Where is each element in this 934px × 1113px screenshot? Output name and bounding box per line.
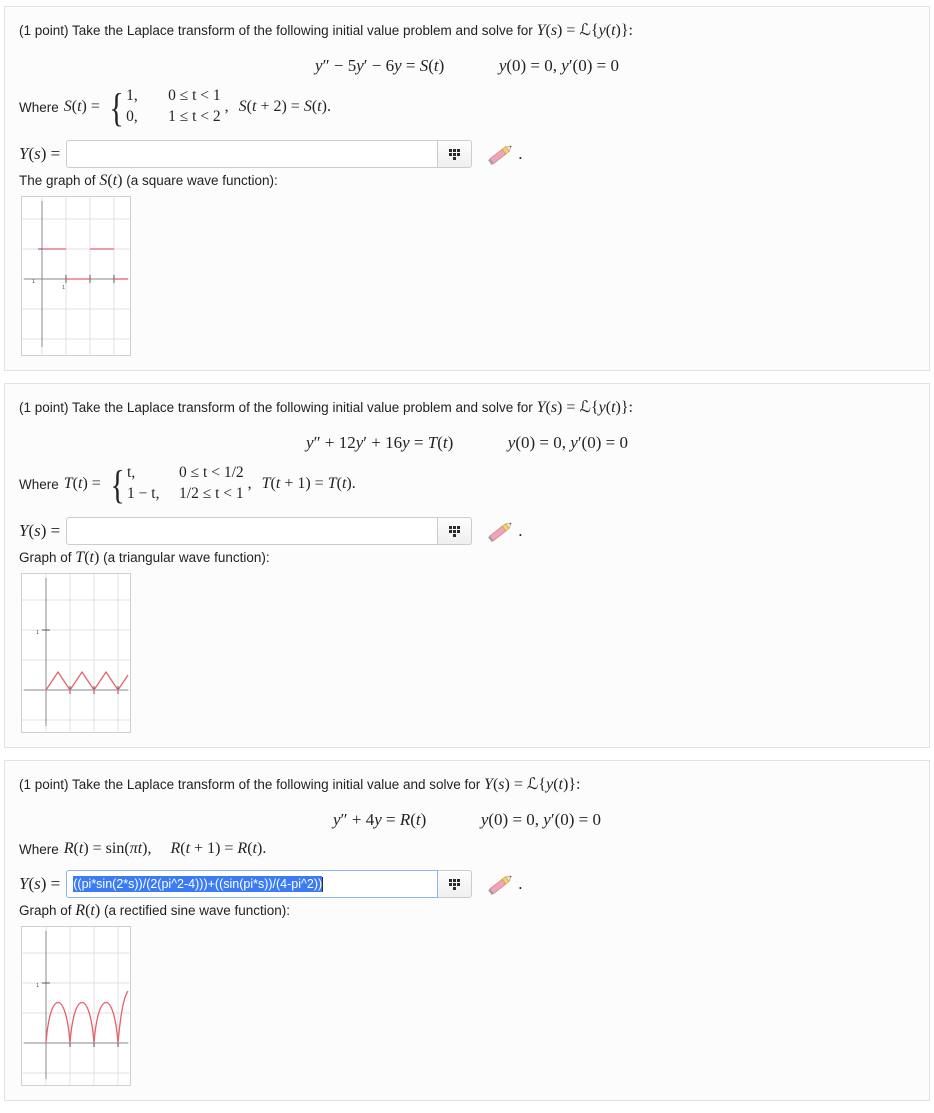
graph-triangular-wave — [21, 573, 131, 733]
ode-equation: y″ − 5y′ − 6y = S(t) — [315, 56, 449, 76]
where-function: T(t) = — [63, 475, 101, 493]
graph-caption-pre: Graph of — [19, 903, 72, 919]
ode-line — [19, 433, 915, 453]
case-condition: 0 ≤ t < 1/2 — [179, 464, 244, 482]
case-value: 1 − t, — [127, 485, 160, 503]
problem-1 — [4, 6, 930, 371]
answer-row — [19, 870, 915, 898]
case-condition: 1/2 ≤ t < 1 — [179, 485, 244, 503]
graph-caption-func: R(t) — [75, 902, 101, 920]
svg-text:1: 1 — [62, 285, 66, 292]
case-condition: 1 ≤ t < 2 — [168, 108, 221, 126]
periodicity: S(t + 2) = S(t). — [238, 98, 331, 116]
graph-caption-pre: Graph of — [19, 550, 72, 566]
problem-3 — [4, 760, 930, 1101]
answer-input-value: ((pi*sin(2*s))/(2(pi^2-4)))+((sin(pi*s))/(4-pi^2)) — [73, 877, 323, 892]
case-row — [126, 107, 221, 128]
graph-caption-post: (a square wave function): — [126, 173, 278, 189]
left-brace: { — [109, 84, 124, 130]
case-value: 1, — [126, 87, 138, 105]
answer-input[interactable] — [66, 870, 438, 898]
math-palette-button[interactable] — [438, 870, 472, 898]
svg-text:1: 1 — [36, 983, 40, 990]
where-line — [19, 840, 915, 858]
answer-row — [19, 140, 915, 168]
graph-caption — [19, 549, 915, 567]
graph-caption-post: (a triangular wave function): — [103, 550, 270, 566]
assignment-page — [0, 6, 934, 1101]
prompt-text: Take the Laplace transform of the following initial value and solve for — [72, 777, 481, 793]
piecewise-cases — [108, 463, 244, 505]
case-row — [127, 463, 244, 484]
piecewise-cases — [107, 86, 221, 128]
trailing-period: . — [518, 874, 523, 894]
graph-rectified-sine — [21, 926, 131, 1086]
prompt-text: Take the Laplace transform of the following initial value problem and solve for — [72, 400, 533, 416]
graph-caption — [19, 902, 915, 920]
points-label: (1 point) — [19, 400, 69, 416]
periodicity: R(t + 1) = R(t). — [170, 840, 267, 858]
case-row — [126, 86, 221, 107]
prompt-math: Y(s) = ℒ{y(t)}: — [484, 776, 581, 794]
where-label: Where — [19, 476, 59, 492]
case-condition: 0 ≤ t < 1 — [168, 87, 221, 105]
problem-prompt — [19, 396, 915, 419]
where-line — [19, 86, 915, 128]
trailing-period: . — [518, 144, 523, 164]
ode-line — [19, 810, 915, 830]
grid-icon — [449, 149, 460, 160]
answer-input[interactable] — [66, 140, 438, 168]
points-label: (1 point) — [19, 777, 69, 793]
problem-prompt — [19, 19, 915, 42]
svg-text:1: 1 — [36, 630, 40, 637]
points-label: (1 point) — [19, 23, 69, 38]
ode-line — [19, 56, 915, 76]
problem-prompt — [19, 773, 915, 796]
case-comma: , — [247, 475, 252, 493]
math-palette-button[interactable] — [438, 140, 472, 168]
pencil-icon[interactable] — [486, 141, 516, 167]
problem-2 — [4, 383, 930, 748]
answer-input[interactable] — [66, 517, 438, 545]
ode-equation: y″ + 12y′ + 16y = T(t) — [306, 433, 458, 453]
where-label: Where — [19, 841, 59, 857]
case-comma: , — [224, 98, 229, 116]
pencil-icon[interactable] — [486, 518, 516, 544]
prompt-math: Y(s) = ℒ{y(t)}: — [536, 399, 633, 417]
prompt-text: Take the Laplace transform of the following initial value problem and solve for — [72, 23, 533, 38]
case-row — [127, 484, 244, 505]
left-brace: { — [110, 461, 125, 507]
ode-equation: y″ + 4y = R(t) — [333, 810, 431, 830]
where-function: R(t) = sin(πt), — [63, 840, 152, 858]
graph-caption-func: T(t) — [75, 549, 100, 567]
answer-label: Y(s) = — [19, 874, 61, 894]
where-label: Where — [19, 99, 59, 115]
answer-label: Y(s) = — [19, 144, 61, 164]
answer-row — [19, 517, 915, 545]
grid-icon — [449, 879, 460, 890]
answer-label: Y(s) = — [19, 521, 61, 541]
graph-square-wave — [21, 196, 131, 356]
pencil-icon[interactable] — [486, 871, 516, 897]
initial-conditions: y(0) = 0, y′(0) = 0 — [480, 810, 601, 830]
grid-icon — [449, 526, 460, 537]
graph-caption-post: (a rectified sine wave function): — [103, 903, 291, 919]
svg-text:1: 1 — [32, 279, 36, 286]
initial-conditions: y(0) = 0, y′(0) = 0 — [498, 56, 619, 76]
graph-caption-func: S(t) — [99, 172, 123, 190]
graph-caption-pre: The graph of — [19, 173, 96, 189]
where-function: S(t) = — [63, 98, 100, 116]
initial-conditions: y(0) = 0, y′(0) = 0 — [507, 433, 628, 453]
math-palette-button[interactable] — [438, 517, 472, 545]
graph-caption — [19, 172, 915, 190]
case-value: t, — [127, 464, 136, 482]
trailing-period: . — [518, 521, 523, 541]
case-value: 0, — [126, 108, 138, 126]
text-caret — [322, 877, 323, 892]
prompt-math: Y(s) = ℒ{y(t)}: — [536, 22, 633, 39]
periodicity: T(t + 1) = T(t). — [261, 475, 356, 493]
where-line — [19, 463, 915, 505]
